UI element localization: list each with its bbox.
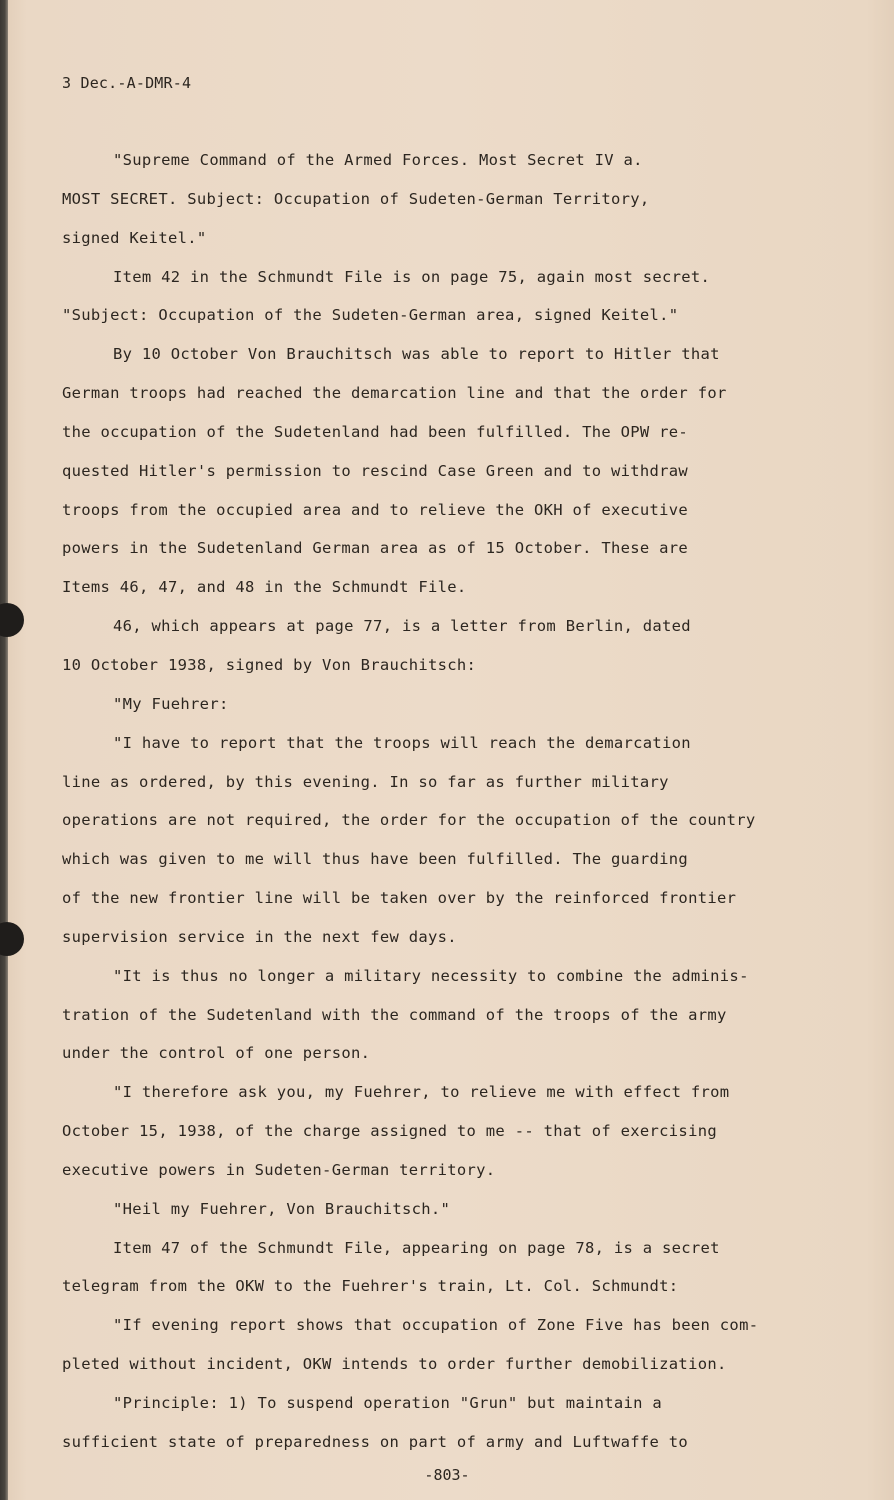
text-line: "I have to report that the troops will reach the demarcation [113,733,691,752]
text-line: 46, which appears at page 77, is a letter from Berlin, dated [113,617,691,636]
text-line: "It is thus no longer a military necessity to combine the adminis- [113,966,749,985]
text-line: "Supreme Command of the Armed Forces. Most Secret IV a. [113,151,643,169]
document-reference: 3 Dec.-A-DMR-4 [62,74,192,92]
text-line: October 15, 1938, of the charge assigned to me -- that of exercising [62,1122,717,1141]
text-line: Item 42 in the Schmundt File is on page 75, again most secret. [113,267,711,286]
text-line: "I therefore ask you, my Fuehrer, to relieve me with effect from [113,1083,730,1102]
text-line: supervision service in the next few days. [62,927,457,946]
text-line: which was given to me will thus have been fulfilled. The guarding [62,850,689,869]
text-line: "My Fuehrer: [113,694,229,713]
text-line: telegram from the OKW to the Fuehrer's train, Lt. Col. Schmundt: [62,1277,679,1296]
text-line: operations are not required, the order for the occupation of the country [62,811,756,830]
text-line: powers in the Sudetenland German area as of 15 October. These are [62,539,689,558]
text-line: Items 46, 47, and 48 in the Schmundt File. [62,578,467,597]
text-line: pleted without incident, OKW intends to order further demobilization. [62,1355,727,1374]
binding-edge [0,0,8,1500]
text-line: Item 47 of the Schmundt File, appearing on page 78, is a secret [113,1238,720,1257]
text-line: executive powers in Sudeten-German territory. [62,1160,496,1179]
text-line: of the new frontier line will be taken over by the reinforced frontier [62,889,737,908]
text-line: "If evening report shows that occupation of Zone Five has been com- [113,1316,759,1335]
text-line: "Principle: 1) To suspend operation "Grun" but maintain a [113,1394,663,1412]
text-line: German troops had reached the demarcation line and that the order for [62,384,727,403]
text-line: "Heil my Fuehrer, Von Brauchitsch." [113,1199,451,1218]
text-line: quested Hitler's permission to rescind Case Green and to withdraw [62,461,689,480]
text-line: "Subject: Occupation of the Sudeten-German area, signed Keitel." [62,306,679,325]
page-number: -803- [424,1466,470,1484]
text-line: under the control of one person. [62,1044,371,1063]
text-line: signed Keitel." [62,228,207,247]
text-line: MOST SECRET. Subject: Occupation of Sudeten-German Territory, [62,189,650,208]
punch-hole [0,603,24,637]
punch-hole [0,922,24,956]
text-line: troops from the occupied area and to relieve the OKH of executive [62,500,689,519]
text-line: sufficient state of preparedness on part of army and Luftwaffe to [62,1432,689,1451]
body-text [62,141,772,1462]
text-line: 10 October 1938, signed by Von Brauchitsch: [62,655,477,674]
text-line: tration of the Sudetenland with the command of the troops of the army [62,1005,727,1024]
text-line: line as ordered, by this evening. In so far as further military [62,772,669,791]
text-line: By 10 October Von Brauchitsch was able to report to Hitler that [113,345,720,364]
text-line: the occupation of the Sudetenland had been fulfilled. The OPW re- [62,422,689,441]
